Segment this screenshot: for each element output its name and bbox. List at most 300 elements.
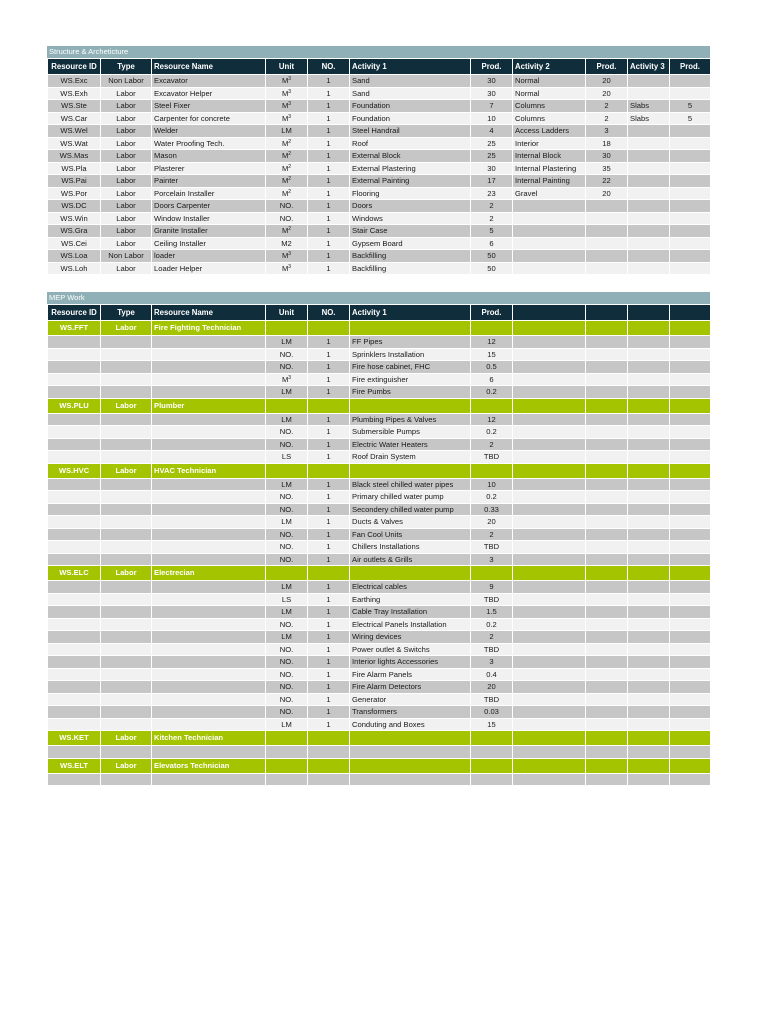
table-row bbox=[48, 373, 711, 386]
empty-cell bbox=[350, 463, 471, 478]
cell-type: Labor bbox=[101, 237, 152, 250]
cell-prod-1: 5 bbox=[471, 225, 513, 238]
cell-prod-1: 6 bbox=[471, 237, 513, 250]
empty-cell bbox=[628, 566, 670, 581]
empty-cell bbox=[266, 758, 308, 773]
empty-cell bbox=[513, 681, 586, 694]
header-type: Type bbox=[101, 305, 152, 321]
empty-cell bbox=[586, 348, 628, 361]
empty-cell bbox=[101, 706, 152, 719]
header-resource-name: Resource Name bbox=[152, 59, 266, 75]
structure-section-title: Structure & Archeticture bbox=[47, 46, 710, 58]
cell-no: 1 bbox=[308, 212, 350, 225]
empty-cell bbox=[670, 566, 711, 581]
empty-cell bbox=[101, 336, 152, 349]
empty-cell bbox=[266, 731, 308, 746]
cell-prod-3 bbox=[670, 262, 711, 275]
empty-cell bbox=[48, 593, 101, 606]
empty-cell bbox=[471, 731, 513, 746]
empty-cell bbox=[471, 566, 513, 581]
cell-activity-1 bbox=[350, 773, 471, 786]
cell-prod-3 bbox=[670, 200, 711, 213]
empty-cell bbox=[670, 426, 711, 439]
empty-cell bbox=[513, 438, 586, 451]
cell-unit: M2 bbox=[266, 237, 308, 250]
cell-activity-3 bbox=[628, 250, 670, 263]
cell-resource-name: Plasterer bbox=[152, 162, 266, 175]
cell-type: Labor bbox=[101, 262, 152, 275]
cell-activity-3 bbox=[628, 87, 670, 100]
cell-no: 1 bbox=[308, 361, 350, 374]
empty-cell bbox=[308, 321, 350, 336]
empty-cell bbox=[101, 541, 152, 554]
empty-cell bbox=[48, 631, 101, 644]
group-resource-name: Kitchen Technician bbox=[152, 731, 266, 746]
cell-no bbox=[308, 773, 350, 786]
group-type: Labor bbox=[101, 463, 152, 478]
cell-unit: NO. bbox=[266, 361, 308, 374]
cell-prod-3: 5 bbox=[670, 100, 711, 113]
cell-resource-id: WS.Exh bbox=[48, 87, 101, 100]
cell-unit: $M^2$ bbox=[266, 187, 308, 200]
empty-cell bbox=[670, 656, 711, 669]
cell-no: 1 bbox=[308, 187, 350, 200]
header-activity-2 bbox=[513, 305, 586, 321]
empty-cell bbox=[513, 631, 586, 644]
empty-cell bbox=[513, 413, 586, 426]
cell-prod-1: 12 bbox=[471, 413, 513, 426]
empty-cell bbox=[586, 693, 628, 706]
empty-cell bbox=[628, 516, 670, 529]
empty-cell bbox=[628, 668, 670, 681]
cell-activity-1: Foundation bbox=[350, 100, 471, 113]
empty-cell bbox=[152, 541, 266, 554]
cell-no: 1 bbox=[308, 478, 350, 491]
cell-unit bbox=[266, 746, 308, 759]
group-row bbox=[48, 398, 711, 413]
cell-resource-name: Doors Carpenter bbox=[152, 200, 266, 213]
empty-cell bbox=[48, 336, 101, 349]
empty-cell bbox=[628, 541, 670, 554]
cell-unit: NO. bbox=[266, 656, 308, 669]
empty-cell bbox=[670, 706, 711, 719]
cell-unit: NO. bbox=[266, 503, 308, 516]
empty-cell bbox=[152, 451, 266, 464]
cell-type: Labor bbox=[101, 175, 152, 188]
cell-activity-1: Generator bbox=[350, 693, 471, 706]
empty-cell bbox=[101, 593, 152, 606]
empty-cell bbox=[101, 631, 152, 644]
empty-cell bbox=[101, 718, 152, 731]
cell-prod-1: 30 bbox=[471, 87, 513, 100]
empty-cell bbox=[101, 553, 152, 566]
cell-prod-2: 35 bbox=[586, 162, 628, 175]
empty-cell bbox=[101, 478, 152, 491]
cell-type: Labor bbox=[101, 200, 152, 213]
cell-unit: LM bbox=[266, 631, 308, 644]
empty-cell bbox=[101, 426, 152, 439]
group-type: Labor bbox=[101, 321, 152, 336]
empty-cell bbox=[586, 398, 628, 413]
empty-cell bbox=[471, 463, 513, 478]
table-row bbox=[48, 746, 711, 759]
cell-prod-1: 2 bbox=[471, 528, 513, 541]
cell-activity-1: Fire hose cabinet, FHC bbox=[350, 361, 471, 374]
cell-prod-1: 15 bbox=[471, 348, 513, 361]
empty-cell bbox=[350, 731, 471, 746]
empty-cell bbox=[586, 706, 628, 719]
empty-cell bbox=[101, 373, 152, 386]
cell-no: 1 bbox=[308, 250, 350, 263]
group-resource-id: WS.HVC bbox=[48, 463, 101, 478]
cell-prod-1: 3 bbox=[471, 553, 513, 566]
empty-cell bbox=[586, 528, 628, 541]
group-resource-name: Plumber bbox=[152, 398, 266, 413]
cell-activity-1: Conduting and Boxes bbox=[350, 718, 471, 731]
header-resource-id: Resource ID bbox=[48, 305, 101, 321]
empty-cell bbox=[670, 528, 711, 541]
group-resource-id: WS.ELT bbox=[48, 758, 101, 773]
cell-unit: NO. bbox=[266, 618, 308, 631]
empty-cell bbox=[152, 553, 266, 566]
cell-no: 1 bbox=[308, 516, 350, 529]
cell-activity-1: Sprinklers Installation bbox=[350, 348, 471, 361]
cell-no: 1 bbox=[308, 656, 350, 669]
empty-cell bbox=[513, 553, 586, 566]
cell-prod-2 bbox=[586, 212, 628, 225]
cell-resource-id: WS.Pai bbox=[48, 175, 101, 188]
cell-activity-3: Slabs bbox=[628, 100, 670, 113]
cell-prod-1: 12 bbox=[471, 336, 513, 349]
empty-cell bbox=[513, 451, 586, 464]
cell-prod-3 bbox=[670, 212, 711, 225]
empty-cell bbox=[586, 773, 628, 786]
table-row bbox=[48, 503, 711, 516]
empty-cell bbox=[48, 373, 101, 386]
cell-activity-1: Chillers Installations bbox=[350, 541, 471, 554]
empty-cell bbox=[513, 426, 586, 439]
group-type: Labor bbox=[101, 758, 152, 773]
cell-resource-id: WS.Gra bbox=[48, 225, 101, 238]
empty-cell bbox=[48, 693, 101, 706]
group-row bbox=[48, 758, 711, 773]
empty-cell bbox=[628, 643, 670, 656]
cell-activity-1: Sand bbox=[350, 75, 471, 88]
group-resource-id: WS.KET bbox=[48, 731, 101, 746]
cell-activity-2: Gravel bbox=[513, 187, 586, 200]
empty-cell bbox=[101, 361, 152, 374]
empty-cell bbox=[152, 361, 266, 374]
cell-no: 1 bbox=[308, 413, 350, 426]
empty-cell bbox=[670, 731, 711, 746]
cell-activity-3: Slabs bbox=[628, 112, 670, 125]
empty-cell bbox=[586, 681, 628, 694]
cell-unit: LM bbox=[266, 581, 308, 594]
empty-cell bbox=[101, 746, 152, 759]
table-row bbox=[48, 100, 711, 113]
table-row bbox=[48, 125, 711, 138]
cell-no: 1 bbox=[308, 693, 350, 706]
cell-activity-1: Plumbing Pipes & Valves bbox=[350, 413, 471, 426]
cell-activity-2: Columns bbox=[513, 112, 586, 125]
empty-cell bbox=[586, 631, 628, 644]
empty-cell bbox=[628, 491, 670, 504]
cell-activity-1: External Block bbox=[350, 150, 471, 163]
cell-activity-2: Interior bbox=[513, 137, 586, 150]
cell-activity-1: Wiring devices bbox=[350, 631, 471, 644]
cell-unit: $M^2$ bbox=[266, 162, 308, 175]
cell-unit: NO. bbox=[266, 438, 308, 451]
header-prod-2: Prod. bbox=[586, 59, 628, 75]
empty-cell bbox=[670, 463, 711, 478]
empty-cell bbox=[628, 361, 670, 374]
cell-prod-3 bbox=[670, 237, 711, 250]
cell-prod-2: 30 bbox=[586, 150, 628, 163]
table-row bbox=[48, 593, 711, 606]
cell-activity-2: Internal Block bbox=[513, 150, 586, 163]
empty-cell bbox=[48, 643, 101, 656]
table-row bbox=[48, 618, 711, 631]
cell-activity-1: Fire extinguisher bbox=[350, 373, 471, 386]
empty-cell bbox=[513, 336, 586, 349]
cell-prod-1: 0.33 bbox=[471, 503, 513, 516]
empty-cell bbox=[101, 668, 152, 681]
cell-unit: $M^2$ bbox=[266, 137, 308, 150]
empty-cell bbox=[152, 348, 266, 361]
empty-cell bbox=[586, 361, 628, 374]
cell-prod-1: 0.4 bbox=[471, 668, 513, 681]
cell-resource-name: Painter bbox=[152, 175, 266, 188]
empty-cell bbox=[101, 451, 152, 464]
empty-cell bbox=[586, 491, 628, 504]
empty-cell bbox=[513, 491, 586, 504]
empty-cell bbox=[628, 528, 670, 541]
header-prod-1: Prod. bbox=[471, 59, 513, 75]
empty-cell bbox=[513, 758, 586, 773]
cell-activity-1: Fire Alarm Panels bbox=[350, 668, 471, 681]
empty-cell bbox=[152, 438, 266, 451]
header-activity-3 bbox=[628, 305, 670, 321]
cell-unit bbox=[266, 773, 308, 786]
cell-prod-1 bbox=[471, 746, 513, 759]
empty-cell bbox=[101, 581, 152, 594]
cell-resource-name: Granite Installer bbox=[152, 225, 266, 238]
cell-activity-1: Foundation bbox=[350, 112, 471, 125]
table-row bbox=[48, 656, 711, 669]
table-row bbox=[48, 150, 711, 163]
empty-cell bbox=[266, 463, 308, 478]
cell-prod-2: 18 bbox=[586, 137, 628, 150]
cell-activity-3 bbox=[628, 237, 670, 250]
cell-prod-3 bbox=[670, 250, 711, 263]
empty-cell bbox=[586, 643, 628, 656]
group-type: Labor bbox=[101, 398, 152, 413]
empty-cell bbox=[48, 746, 101, 759]
cell-type: Labor bbox=[101, 212, 152, 225]
cell-activity-1: Fire Pumbs bbox=[350, 386, 471, 399]
empty-cell bbox=[670, 643, 711, 656]
cell-unit: NO. bbox=[266, 200, 308, 213]
cell-unit: LM bbox=[266, 718, 308, 731]
cell-no: 1 bbox=[308, 373, 350, 386]
cell-prod-2 bbox=[586, 225, 628, 238]
empty-cell bbox=[670, 553, 711, 566]
table-row bbox=[48, 225, 711, 238]
cell-prod-3 bbox=[670, 137, 711, 150]
empty-cell bbox=[152, 668, 266, 681]
cell-activity-1: Submersible Pumps bbox=[350, 426, 471, 439]
cell-activity-1: Primary chilled water pump bbox=[350, 491, 471, 504]
cell-resource-id: WS.Wat bbox=[48, 137, 101, 150]
empty-cell bbox=[152, 593, 266, 606]
table-row bbox=[48, 631, 711, 644]
cell-no: 1 bbox=[308, 451, 350, 464]
table-row bbox=[48, 75, 711, 88]
empty-cell bbox=[628, 731, 670, 746]
cell-activity-1: External Painting bbox=[350, 175, 471, 188]
cell-no: 1 bbox=[308, 618, 350, 631]
cell-prod-1: 7 bbox=[471, 100, 513, 113]
cell-prod-1: TBD bbox=[471, 643, 513, 656]
cell-no: 1 bbox=[308, 438, 350, 451]
table-row bbox=[48, 187, 711, 200]
table-row bbox=[48, 262, 711, 275]
cell-activity-1: Earthing bbox=[350, 593, 471, 606]
empty-cell bbox=[101, 643, 152, 656]
empty-cell bbox=[670, 758, 711, 773]
cell-activity-3 bbox=[628, 75, 670, 88]
empty-cell bbox=[670, 413, 711, 426]
cell-no: 1 bbox=[308, 553, 350, 566]
empty-cell bbox=[152, 681, 266, 694]
cell-activity-3 bbox=[628, 187, 670, 200]
empty-cell bbox=[586, 336, 628, 349]
empty-cell bbox=[628, 618, 670, 631]
cell-no: 1 bbox=[308, 541, 350, 554]
cell-resource-name: Excavator Helper bbox=[152, 87, 266, 100]
cell-no: 1 bbox=[308, 606, 350, 619]
cell-resource-id: WS.Exc bbox=[48, 75, 101, 88]
empty-cell bbox=[48, 361, 101, 374]
cell-prod-1: 0.2 bbox=[471, 426, 513, 439]
cell-activity-3 bbox=[628, 175, 670, 188]
empty-cell bbox=[48, 718, 101, 731]
cell-unit: LM bbox=[266, 413, 308, 426]
empty-cell bbox=[266, 321, 308, 336]
cell-activity-1: Fan Cool Units bbox=[350, 528, 471, 541]
empty-cell bbox=[670, 668, 711, 681]
cell-activity-2 bbox=[513, 250, 586, 263]
table-row bbox=[48, 336, 711, 349]
empty-cell bbox=[586, 656, 628, 669]
group-type: Labor bbox=[101, 731, 152, 746]
header-activity-1: Activity 1 bbox=[350, 305, 471, 321]
empty-cell bbox=[308, 731, 350, 746]
cell-activity-3 bbox=[628, 225, 670, 238]
empty-cell bbox=[513, 566, 586, 581]
table-row bbox=[48, 516, 711, 529]
cell-no: 1 bbox=[308, 237, 350, 250]
header-prod-3 bbox=[670, 305, 711, 321]
cell-type: Labor bbox=[101, 100, 152, 113]
empty-cell bbox=[513, 348, 586, 361]
cell-prod-2 bbox=[586, 262, 628, 275]
cell-prod-1: 0.5 bbox=[471, 361, 513, 374]
empty-cell bbox=[48, 348, 101, 361]
cell-activity-1: Secondery chilled water pump bbox=[350, 503, 471, 516]
empty-cell bbox=[513, 528, 586, 541]
cell-activity-1: Fire Alarm Detectors bbox=[350, 681, 471, 694]
cell-prod-1: 2 bbox=[471, 438, 513, 451]
empty-cell bbox=[628, 631, 670, 644]
mep-section-title: MEP Work bbox=[47, 292, 710, 304]
empty-cell bbox=[628, 693, 670, 706]
structure-section bbox=[47, 46, 710, 275]
empty-cell bbox=[471, 398, 513, 413]
empty-cell bbox=[513, 321, 586, 336]
cell-prod-1: TBD bbox=[471, 451, 513, 464]
cell-unit: NO. bbox=[266, 553, 308, 566]
empty-cell bbox=[48, 668, 101, 681]
cell-unit: NO. bbox=[266, 212, 308, 225]
cell-unit: LM bbox=[266, 516, 308, 529]
cell-no: 1 bbox=[308, 643, 350, 656]
empty-cell bbox=[101, 773, 152, 786]
cell-activity-1: Windows bbox=[350, 212, 471, 225]
cell-no: 1 bbox=[308, 336, 350, 349]
cell-no: 1 bbox=[308, 225, 350, 238]
empty-cell bbox=[513, 503, 586, 516]
cell-type: Labor bbox=[101, 125, 152, 138]
cell-resource-name: Water Proofing Tech. bbox=[152, 137, 266, 150]
empty-cell bbox=[628, 413, 670, 426]
table-row bbox=[48, 162, 711, 175]
empty-cell bbox=[513, 656, 586, 669]
empty-cell bbox=[670, 451, 711, 464]
cell-resource-id: WS.DC bbox=[48, 200, 101, 213]
empty-cell bbox=[513, 541, 586, 554]
empty-cell bbox=[628, 746, 670, 759]
empty-cell bbox=[152, 516, 266, 529]
cell-activity-1: Cable Tray Installation bbox=[350, 606, 471, 619]
empty-cell bbox=[586, 618, 628, 631]
empty-cell bbox=[586, 746, 628, 759]
cell-resource-name: Carpenter for concrete bbox=[152, 112, 266, 125]
table-row bbox=[48, 175, 711, 188]
empty-cell bbox=[48, 426, 101, 439]
empty-cell bbox=[670, 336, 711, 349]
empty-cell bbox=[152, 746, 266, 759]
empty-cell bbox=[48, 528, 101, 541]
cell-type: Labor bbox=[101, 137, 152, 150]
cell-no: 1 bbox=[308, 581, 350, 594]
empty-cell bbox=[152, 426, 266, 439]
header-activity-3: Activity 3 bbox=[628, 59, 670, 75]
cell-activity-1 bbox=[350, 746, 471, 759]
empty-cell bbox=[628, 503, 670, 516]
cell-prod-1: TBD bbox=[471, 593, 513, 606]
empty-cell bbox=[670, 348, 711, 361]
cell-unit: LM bbox=[266, 386, 308, 399]
cell-activity-3 bbox=[628, 150, 670, 163]
table-row bbox=[48, 137, 711, 150]
empty-cell bbox=[101, 503, 152, 516]
empty-cell bbox=[48, 503, 101, 516]
table-row bbox=[48, 581, 711, 594]
header-activity-1: Activity 1 bbox=[350, 59, 471, 75]
cell-prod-3 bbox=[670, 75, 711, 88]
cell-unit: NO. bbox=[266, 348, 308, 361]
